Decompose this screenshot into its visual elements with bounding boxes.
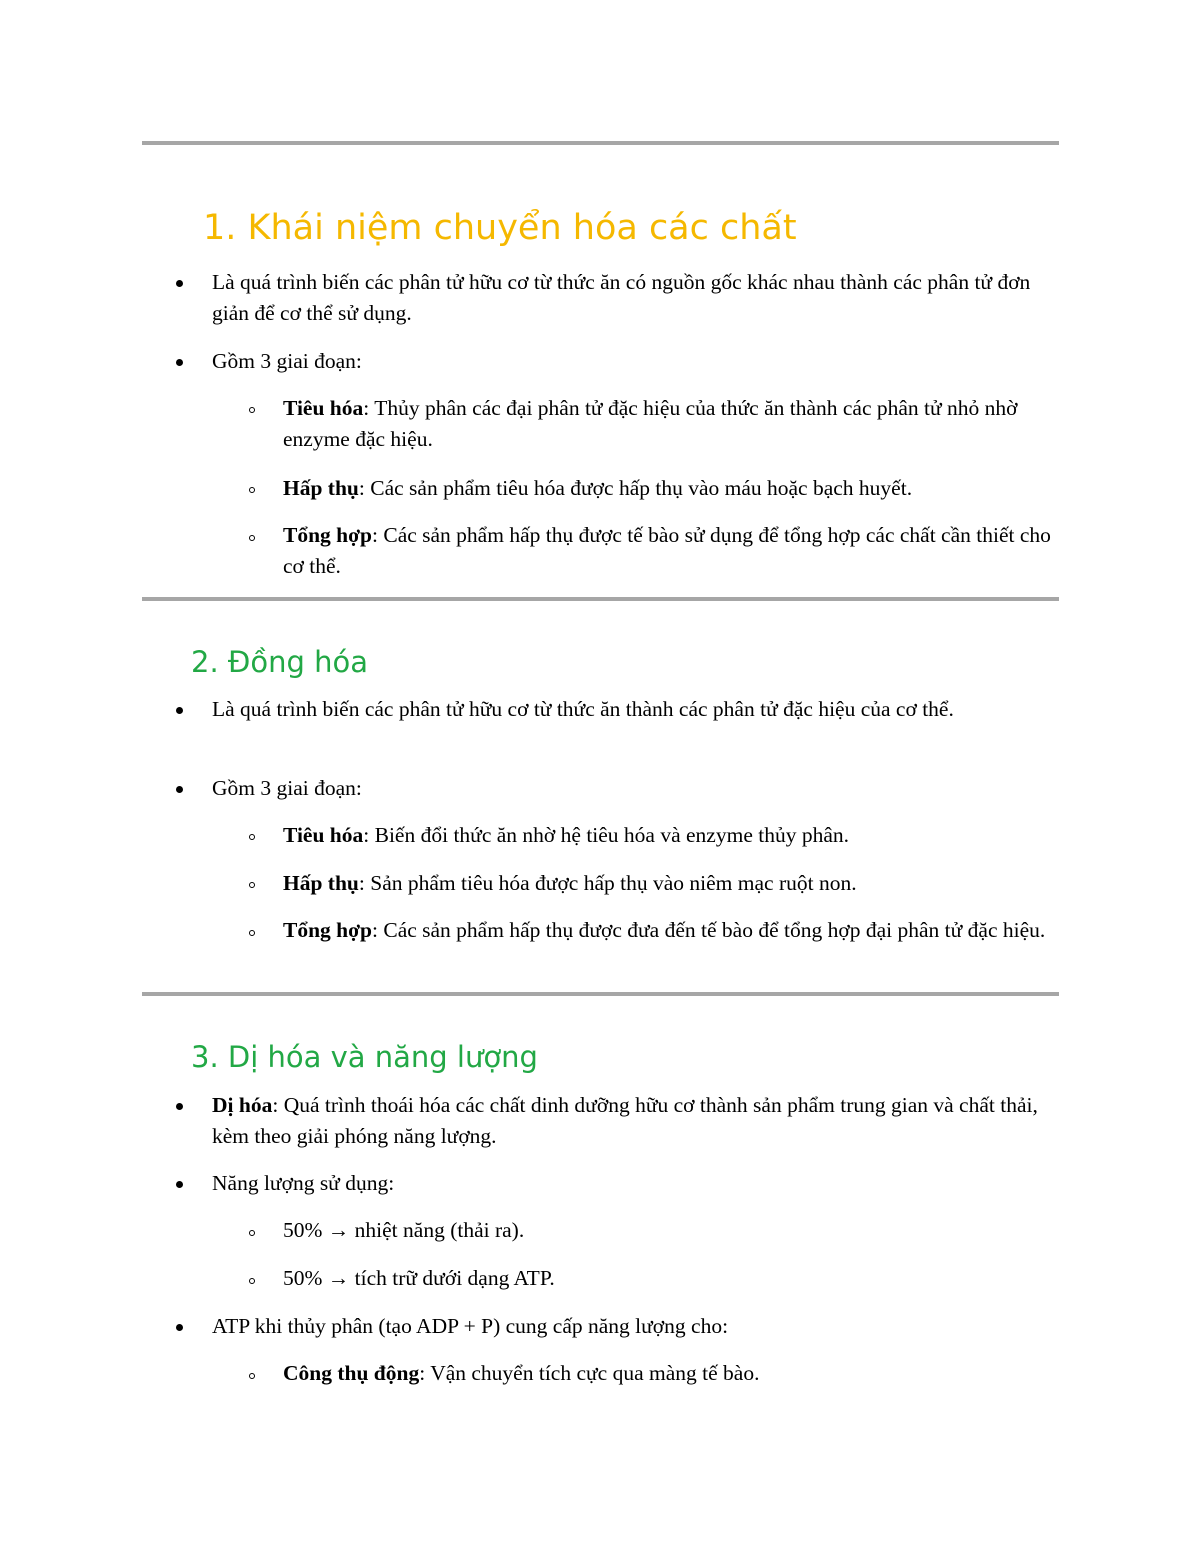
section-divider xyxy=(142,141,1059,145)
section-2-title: 2. Đồng hóa xyxy=(191,645,369,679)
list-item: Hấp thụ: Các sản phẩm tiêu hóa được hấp thụ vào máu hoặc bạch huyết. xyxy=(283,476,913,500)
bullet-circle xyxy=(249,535,255,541)
list-item: Là quá trình biến các phân tử hữu cơ từ thức ăn thành các phân tử đặc hiệu của cơ thể. xyxy=(212,697,954,721)
bullet-circle xyxy=(249,834,255,840)
list-item: Tiêu hóa: Biến đổi thức ăn nhờ hệ tiêu hóa và enzyme thủy phân. xyxy=(283,823,850,847)
list-item: Tổng hợp: Các sản phẩm hấp thụ được đưa đến tế bào để tổng hợp đại phân tử đặc hiệu. xyxy=(283,918,1046,942)
term: Tổng hợp xyxy=(283,918,372,942)
term: Tổng hợp xyxy=(283,523,372,547)
bullet-disc xyxy=(176,1103,183,1110)
list-item: Dị hóa: Quá trình thoái hóa các chất dinh dưỡng hữu cơ thành sản phẩm trung gian và chất thải, kèm theo giải phóng năng lượng. xyxy=(212,1093,1038,1148)
term: Hấp thụ xyxy=(283,476,359,500)
section-1-title: 1. Khái niệm chuyển hóa các chất xyxy=(203,208,797,248)
bullet-circle xyxy=(249,1278,255,1284)
bullet-circle xyxy=(249,930,255,936)
list-item: 50% → nhiệt năng (thải ra). xyxy=(283,1218,525,1242)
bullet-circle xyxy=(249,882,255,888)
list-item: Tiêu hóa: Thủy phân các đại phân tử đặc hiệu của thức ăn thành các phân tử nhỏ nhờ enzyme đặc hiệu. xyxy=(283,396,1018,451)
list-item: Năng lượng sử dụng: xyxy=(212,1171,395,1195)
bullet-disc xyxy=(176,280,183,287)
section-3-title: 3. Dị hóa và năng lượng xyxy=(191,1040,538,1074)
list-item: 50% → tích trữ dưới dạng ATP. xyxy=(283,1266,555,1290)
bullet-disc xyxy=(176,707,183,714)
bullet-circle xyxy=(249,1373,255,1379)
bullet-disc xyxy=(176,1181,183,1188)
list-item: Tổng hợp: Các sản phẩm hấp thụ được tế bào sử dụng để tổng hợp các chất cần thiết cho cơ thể. xyxy=(283,523,1051,578)
section-divider xyxy=(142,992,1059,996)
bullet-circle xyxy=(249,407,255,413)
term: Hấp thụ xyxy=(283,871,359,895)
bullet-circle xyxy=(249,1230,255,1236)
list-item: Gồm 3 giai đoạn: xyxy=(212,349,362,373)
term: Tiêu hóa xyxy=(283,396,364,420)
bullet-circle xyxy=(249,487,255,493)
term: Công thụ động xyxy=(283,1361,420,1385)
bullet-disc xyxy=(176,1324,183,1331)
bullet-disc xyxy=(176,359,183,366)
bullet-disc xyxy=(176,786,183,793)
list-item: Hấp thụ: Sản phẩm tiêu hóa được hấp thụ vào niêm mạc ruột non. xyxy=(283,871,857,895)
list-item: Là quá trình biến các phân tử hữu cơ từ thức ăn có nguồn gốc khác nhau thành các phân tử đơn giản để cơ thể sử dụng. xyxy=(212,270,1031,325)
term: Tiêu hóa xyxy=(283,823,364,847)
section-divider xyxy=(142,597,1059,601)
term: Dị hóa xyxy=(212,1093,273,1117)
list-item: Công thụ động: Vận chuyển tích cực qua màng tế bào. xyxy=(283,1361,760,1385)
list-item: Gồm 3 giai đoạn: xyxy=(212,776,362,800)
list-item: ATP khi thủy phân (tạo ADP + P) cung cấp năng lượng cho: xyxy=(212,1314,729,1338)
